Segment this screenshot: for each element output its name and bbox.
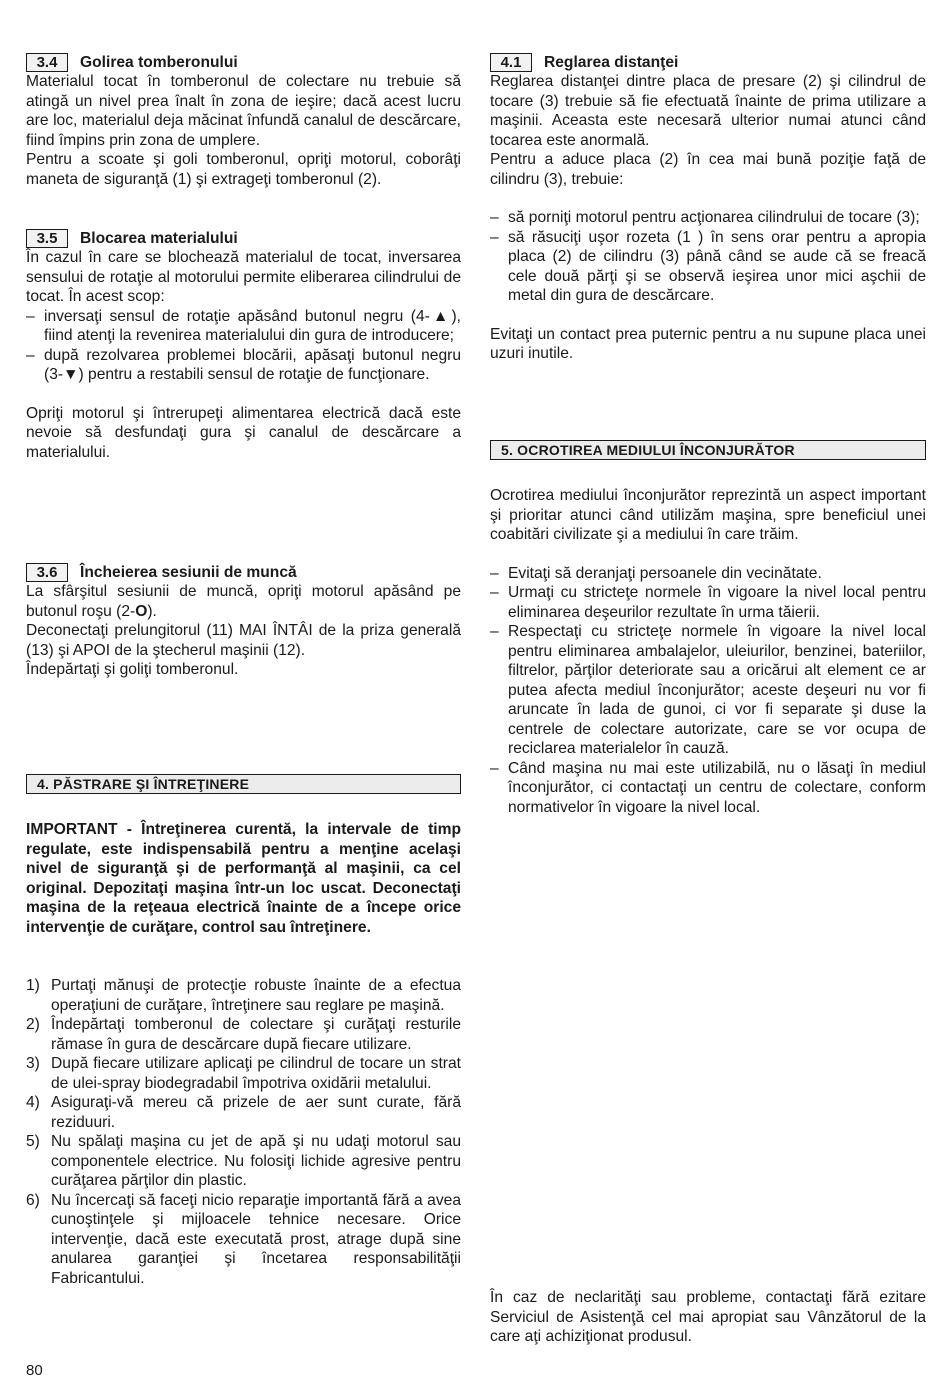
chapter-heading: 4. PĂSTRARE ŞI ÎNTREŢINERE: [26, 774, 461, 794]
list-item: – după rezolvarea problemei blocării, apăsaţi butonul negru (3-▼) pentru a restabili sensul de rotaţie de funcţionare.: [26, 346, 461, 385]
paragraph: Îndepărtaţi şi goliţi tomberonul.: [26, 661, 239, 678]
section-3-4: [26, 50, 461, 189]
paragraph: [26, 582, 461, 621]
list-item: [26, 1054, 461, 1093]
paragraph: În cazul în care se blochează materialul de tocat, inversarea sensului de rotaţie al motorului permite eliberarea cilindrului de tocat. În acest scop:: [26, 249, 461, 305]
item-number: 3): [26, 1055, 40, 1072]
item-text: Purtaţi mănuşi de protecţie robuste înainte de a efectua operaţiuni de curăţare, întreţinere sau reglare pe maşină.: [51, 977, 461, 1014]
page-number: 80: [26, 1362, 43, 1379]
text-run: ).: [147, 602, 157, 620]
section-3-6: [26, 560, 461, 680]
dash-list: [26, 307, 461, 385]
paragraph: Deconectaţi prelungitorul (11) MAI ÎNTÂI de la priza generală (13) şi APOI de la ştecherul maşinii (12).: [26, 622, 461, 659]
item-number: 4): [26, 1094, 40, 1111]
list-item: [26, 1132, 461, 1191]
list-item: – Când maşina nu mai este utilizabilă, nu o lăsaţi în mediul înconjurător, ci contactaţi un centru de colectare, conform normativelor în vigoare la nivel local.: [490, 759, 926, 818]
item-number: 6): [26, 1191, 40, 1209]
item-number: 2): [26, 1016, 40, 1033]
paragraph: Pentru a aduce placa (2) în cea mai bună poziţie faţă de cilindru (3), trebuie:: [490, 151, 926, 188]
important-notice: IMPORTANT - Întreţinerea curentă, la intervale de timp regulate, este indispensabilă pentru a menţine acelaşi nivel de siguranţă şi de performanţă al maşinii, ca cel original. Depozitaţi maşina într-un loc uscat. Deconectaţi maşina de la reţeaua electrică înainte de a începe orice intervenţie de curăţare, control sau întreţinere.: [26, 821, 461, 936]
text-run: La sfârşitul sesiunii de muncă, opriţi motorul apăsând pe butonul roşu (2-: [26, 583, 461, 620]
list-item: – să porniţi motorul pentru acţionarea cilindrului de tocare (3);: [490, 208, 926, 228]
section-number: 3.4: [26, 53, 68, 72]
list-item: – inversaţi sensul de rotaţie apăsând butonul negru (4-▲), fiind atenţi la revenirea materialului din gura de introducere;: [26, 307, 461, 346]
support-note: În caz de neclarităţi sau probleme, contactaţi fără ezitare Serviciul de Asistenţă cel mai apropiat sau Vânzătorul de la care aţi achiziţionat produsul.: [490, 1289, 926, 1345]
chapter-heading: 5. OCROTIREA MEDIULUI ÎNCONJURĂTOR: [490, 440, 926, 460]
numbered-list: [26, 976, 461, 1288]
section-title: Golirea tomberonului: [80, 54, 238, 71]
item-text: După fiecare utilizare aplicaţi pe cilindrul de tocare un strat de ulei-spray biodegradabil împotriva oxidării metalului.: [51, 1055, 461, 1092]
section-title: Încheierea sesiunii de muncă: [80, 564, 297, 581]
section-heading: [26, 50, 461, 72]
section-number: 3.5: [26, 229, 68, 248]
paragraph: Materialul tocat în tomberonul de colectare nu trebuie să atingă un nivel prea înalt în zona de ieşire; dacă acest lucru are loc, materialul deja măcinat înfundă canalul de descărcare, fiind împins prin zona de umplere.: [26, 73, 461, 149]
section-3-5: [26, 226, 461, 462]
list-item: – Respectaţi cu stricteţe normele în vigoare la nivel local pentru eliminarea ambalajelor, uleiurilor, benzinei, bateriilor, filtrelor, părţilor deteriorate sau a oricărui alt element ce ar putea afecta mediul înconjurător; aceste deşeuri nu vor fi aruncate în lada de gunoi, ci vor fi separate şi duse la centrele de colectare autorizate, care se vor ocupa de reciclarea materialelor în cauză.: [490, 622, 926, 759]
item-text: Îndepărtaţi tomberonul de colectare şi curăţaţi resturile rămase în gura de descărcare după fiecare utilizare.: [51, 1016, 461, 1053]
list-item: – să răsuciţi uşor rozeta (1 ) în sens orar pentru a apropia placa (2) de cilindru (3) până când se aude că se freacă cele două părţi şi se observă ieşirea unor mici aşchii de metal din gura de descărcare.: [490, 228, 926, 306]
list-item: – Urmaţi cu stricteţe normele în vigoare la nivel local pentru eliminarea deşeurilor rezultate în urma tăierii.: [490, 583, 926, 622]
section-4-1: [490, 50, 926, 364]
item-text: Asiguraţi-vă mereu că prizele de aer sunt curate, fără reziduuri.: [51, 1094, 461, 1131]
section-heading: [490, 50, 926, 72]
section-title: Blocarea materialului: [80, 230, 238, 247]
section-title: Reglarea distanţei: [544, 54, 679, 71]
red-button-symbol: O: [135, 602, 148, 620]
item-number: 1): [26, 977, 40, 994]
dash-list: [490, 208, 926, 306]
section-heading: [26, 226, 461, 248]
section-number: 3.6: [26, 563, 68, 582]
list-item: [26, 1093, 461, 1132]
item-text: Nu spălaţi maşina cu jet de apă şi nu udaţi motorul sau componentele electrice. Nu folosiţi lichide agresive pentru curăţarea părţilor din plastic.: [51, 1133, 461, 1189]
paragraph: Evitaţi un contact prea puternic pentru a nu supune placa unei uzuri inutile.: [490, 325, 926, 362]
paragraph: Ocrotirea mediului înconjurător reprezintă un aspect important şi prioritar atunci când utilizăm maşina, spre beneficiul unei coabitări civilizate şi a mediului în care trăim.: [490, 487, 926, 543]
section-number: 4.1: [490, 53, 532, 72]
paragraph: Pentru a scoate şi goli tomberonul, opriţi motorul, coborâţi maneta de siguranţă (1) şi extrageţi tomberonul (2).: [26, 151, 461, 188]
item-text: Nu încercaţi să faceţi nicio reparaţie importantă fără a avea cunoştinţele şi mijloacele tehnice necesare. Orice intervenţie, dacă este executată prost, atrage după sine anularea garanţiei şi încetarea responsabilităţii Fabricantului.: [51, 1191, 461, 1287]
list-item: – Evitaţi să deranjaţi persoanele din vecinătate.: [490, 564, 926, 584]
paragraph: Opriţi motorul şi întrerupeţi alimentarea electrică dacă este nevoie să desfundaţi gura şi canalul de descărcare a materialului.: [26, 404, 461, 461]
paragraph: Reglarea distanţei dintre placa de presare (2) şi cilindrul de tocare (3) trebuie să fie efectuată înainte de prima utilizare a maşinii. Aceasta este necesară ulterior numai atunci când tocarea este anormală.: [490, 73, 926, 149]
chapter-4: [26, 774, 461, 1288]
list-item: [26, 1191, 461, 1289]
chapter-5: [490, 440, 926, 817]
dash-list: [490, 564, 926, 818]
item-number: 5): [26, 1133, 40, 1150]
list-item: [26, 976, 461, 1015]
list-item: [26, 1015, 461, 1054]
section-heading: [26, 560, 461, 582]
